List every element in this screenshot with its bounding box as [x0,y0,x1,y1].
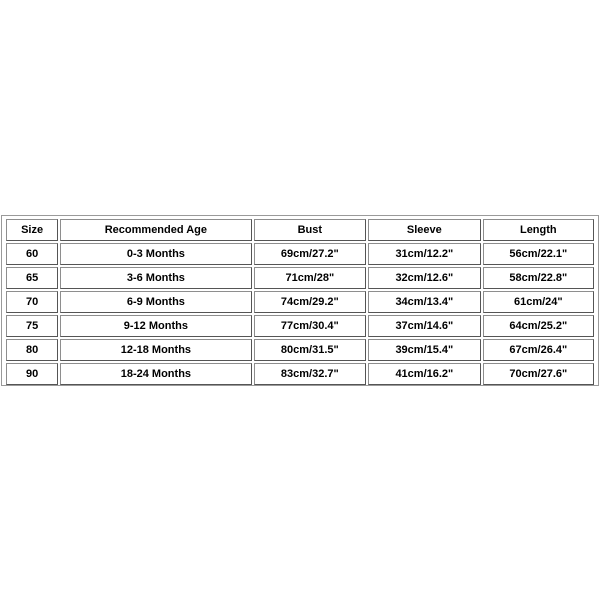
table-row [6,267,594,289]
cell-age: 6-9 Months [60,291,251,313]
cell-age: 12-18 Months [60,339,251,361]
table-row [6,291,594,313]
cell-length: 64cm/25.2" [483,315,594,337]
header-recommended-age: Recommended Age [60,219,251,241]
table-row [6,339,594,361]
header-bust: Bust [254,219,367,241]
cell-bust: 80cm/31.5" [254,339,367,361]
cell-size: 75 [6,315,58,337]
table-row [6,243,594,265]
cell-length: 61cm/24" [483,291,594,313]
cell-length: 58cm/22.8" [483,267,594,289]
cell-size: 90 [6,363,58,385]
cell-sleeve: 41cm/16.2" [368,363,481,385]
cell-sleeve: 37cm/14.6" [368,315,481,337]
cell-length: 56cm/22.1" [483,243,594,265]
cell-bust: 74cm/29.2" [254,291,367,313]
cell-age: 18-24 Months [60,363,251,385]
cell-size: 60 [6,243,58,265]
cell-size: 80 [6,339,58,361]
size-chart [1,215,599,386]
cell-size: 65 [6,267,58,289]
cell-age: 3-6 Months [60,267,251,289]
table-row [6,315,594,337]
cell-bust: 83cm/32.7" [254,363,367,385]
cell-bust: 69cm/27.2" [254,243,367,265]
cell-length: 70cm/27.6" [483,363,594,385]
cell-age: 9-12 Months [60,315,251,337]
table-header-row [6,219,594,241]
table-row [6,363,594,385]
header-size: Size [6,219,58,241]
header-length: Length [483,219,594,241]
cell-sleeve: 31cm/12.2" [368,243,481,265]
header-sleeve: Sleeve [368,219,481,241]
cell-sleeve: 32cm/12.6" [368,267,481,289]
cell-age: 0-3 Months [60,243,251,265]
cell-bust: 77cm/30.4" [254,315,367,337]
cell-length: 67cm/26.4" [483,339,594,361]
cell-size: 70 [6,291,58,313]
cell-sleeve: 39cm/15.4" [368,339,481,361]
size-chart-table [4,217,596,387]
cell-bust: 71cm/28" [254,267,367,289]
cell-sleeve: 34cm/13.4" [368,291,481,313]
